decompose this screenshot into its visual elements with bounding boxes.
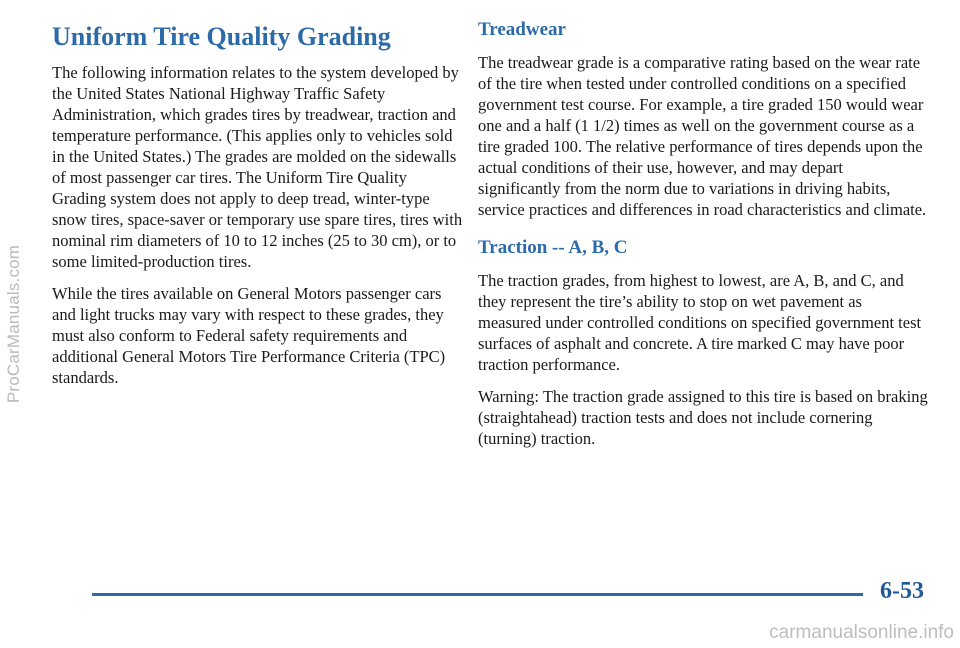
- treadwear-heading: Treadwear: [478, 19, 566, 40]
- gm-standards-paragraph: While the tires available on General Motors passenger cars and light trucks may vary with respect to these grades, they must also conform to Federal safety requirements and additional General Motors Tire Performance Criteria (TPC) standards.: [52, 284, 446, 387]
- side-watermark: [2, 0, 26, 648]
- traction-warning-paragraph: Warning: The traction grade assigned to this tire is based on braking (straightahead) traction tests and does not include cornering (turning) traction.: [478, 387, 928, 448]
- section-title-uniform-tire-quality-grading: Uniform Tire Quality Grading: [52, 22, 391, 51]
- treadwear-paragraph: The treadwear grade is a comparative rating based on the wear rate of the tire when tested under controlled conditions on a specified government test course. For example, a tire graded 150 would wear one and a half (1 1/2) times as well on the government course as a tire graded 100. The relative performance of tires depends upon the actual conditions of their use, however, and may depart significantly from the norm due to variations in driving habits, service practices and differences in road characteristics and climate.: [478, 53, 927, 219]
- right-column: [478, 14, 928, 460]
- intro-paragraph: The following information relates to the system developed by the United States National Highway Traffic Safety Administration, which grades tires by treadwear, traction and temperature performance. (This applies only to vehicles sold in the United States.) The grades are molded on the sidewalls of most passenger car tires. The Uniform Tire Quality Grading system does not apply to deep tread, winter-type snow tires, space-saver or temporary use spare tires, tires with nominal rim diameters of 10 to 12 inches (25 to 30 cm), or to some limited-production tires.: [52, 63, 463, 271]
- traction-paragraph: The traction grades, from highest to lowest, are A, B, and C, and they represent the tire’s ability to stop on wet pavement as measured under controlled conditions on specified government test surfaces of asphalt and concrete. A tire marked C may have poor traction performance.: [478, 271, 922, 374]
- footer-rule: [92, 593, 863, 596]
- left-column: [52, 14, 464, 399]
- page-number: 6-53: [880, 578, 924, 604]
- bottom-watermark: carmanualsonline.info: [769, 622, 954, 643]
- traction-heading: Traction -- A, B, C: [478, 237, 628, 258]
- side-watermark-text: ProCarManuals.com: [4, 244, 23, 404]
